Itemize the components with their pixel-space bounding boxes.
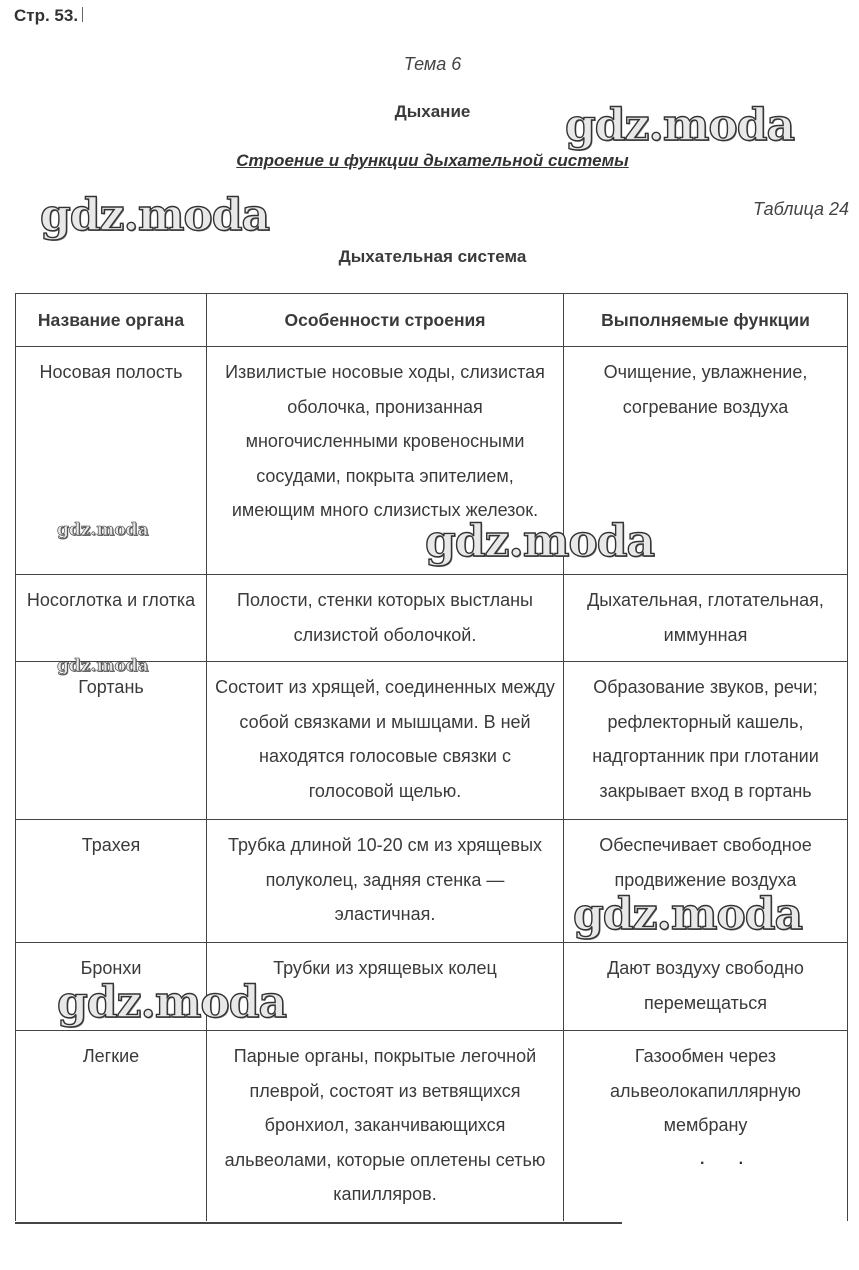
respiratory-system-table — [15, 293, 848, 1221]
watermark: gdz.moda — [40, 190, 270, 241]
function-cell: Обеспечивает свободное продвижение воздуха — [564, 820, 848, 943]
watermark: gdz.moda — [57, 977, 287, 1028]
structure-cell: Парные органы, покрытые легочной плеврой, состоят из ветвящихся бронхиол, заканчивающихся альвеолами, которые оплетены сетью капилляров. — [207, 1031, 564, 1221]
stray-marks: · · — [700, 1155, 760, 1172]
function-cell: Дают воздуху свободно перемещаться — [564, 943, 848, 1031]
page-number: Стр. 53. — [14, 6, 83, 26]
organ-cell: Носоглотка и глотка — [16, 575, 207, 662]
watermark: gdz.moda — [57, 520, 149, 540]
table-row — [16, 1031, 848, 1221]
watermark: gdz.moda — [573, 889, 803, 940]
function-cell: Газообмен через альвеолокапиллярную мембрану — [564, 1031, 848, 1221]
subsection-heading: Строение и функции дыхательной системы — [236, 151, 629, 170]
function-cell: Дыхательная, глотательная, иммунная — [564, 575, 848, 662]
organ-cell: Гортань — [16, 662, 207, 820]
section-heading: Дыхание — [394, 102, 471, 121]
structure-cell: Трубки из хрящевых колец — [207, 943, 564, 1031]
structure-cell: Трубка длиной 10-20 см из хрящевых полуколец, задняя стенка — эластичная. — [207, 820, 564, 943]
organ-cell: Трахея — [16, 820, 207, 943]
table-row — [16, 347, 848, 575]
table-row — [16, 662, 848, 820]
watermark: gdz.moda — [565, 100, 795, 151]
header-function: Выполняемые функции — [564, 294, 848, 347]
table-row — [16, 575, 848, 662]
organ-cell: Носовая полость — [16, 347, 207, 575]
structure-cell: Извилистые носовые ходы, слизистая оболочка, пронизанная многочисленными кровеносными сосудами, покрыта эпителием, имеющим много слизистых железок. — [207, 347, 564, 575]
table-header-row — [16, 294, 848, 347]
organ-cell: Бронхи — [16, 943, 207, 1031]
table-label: Таблица 24 — [752, 199, 849, 219]
topic-heading: Тема 6 — [403, 54, 462, 74]
watermark: gdz.moda — [57, 656, 149, 676]
table-row — [16, 943, 848, 1031]
text-cursor — [82, 7, 83, 22]
structure-cell: Состоит из хрящей, соединенных между собой связками и мышцами. В ней находятся голосовые связки с голосовой щелью. — [207, 662, 564, 820]
table-row — [16, 820, 848, 943]
header-organ: Название органа — [16, 294, 207, 347]
structure-cell: Полости, стенки которых выстланы слизистой оболочкой. — [207, 575, 564, 662]
header-structure: Особенности строения — [207, 294, 564, 347]
function-cell: Очищение, увлажнение, согревание воздуха — [564, 347, 848, 575]
table-bottom-border — [15, 1222, 622, 1224]
organ-cell: Легкие — [16, 1031, 207, 1221]
function-cell: Образование звуков, речи; рефлекторный кашель, надгортанник при глотании закрывает вход в гортань — [564, 662, 848, 820]
table-title: Дыхательная система — [338, 247, 527, 266]
watermark: gdz.moda — [425, 516, 655, 567]
